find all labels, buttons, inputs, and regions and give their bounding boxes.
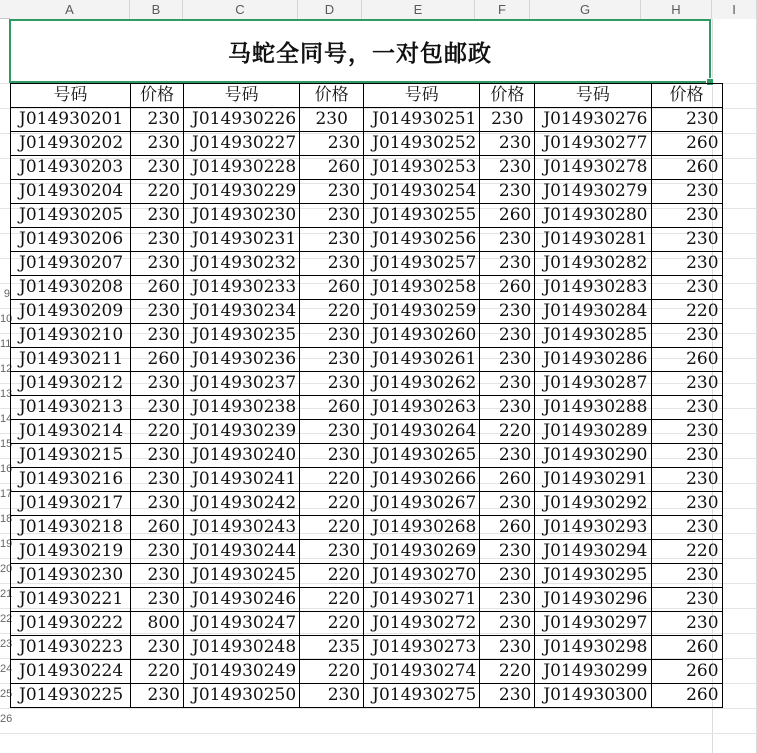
number-cell[interactable]: J014930233 [184, 276, 300, 300]
price-cell[interactable]: 230 [131, 252, 184, 276]
price-cell[interactable]: 230 [131, 636, 184, 660]
price-cell[interactable]: 260 [651, 660, 722, 684]
number-cell[interactable]: J014930237 [184, 372, 300, 396]
row-number[interactable]: 16 [0, 463, 13, 475]
table-row [11, 132, 723, 156]
price-cell[interactable]: 230 [131, 396, 184, 420]
row-number[interactable]: 12 [0, 363, 13, 375]
price-cell[interactable]: 220 [131, 420, 184, 444]
price-cell[interactable]: 230 [480, 324, 535, 348]
number-cell[interactable]: J014930296 [535, 588, 651, 612]
price-cell[interactable]: 230 [300, 204, 364, 228]
price-cell[interactable]: 230 [651, 492, 722, 516]
price-cell[interactable]: 230 [131, 228, 184, 252]
price-cell[interactable]: 230 [300, 348, 364, 372]
price-cell[interactable]: 260 [300, 156, 364, 180]
price-cell[interactable]: 260 [651, 132, 722, 156]
number-cell[interactable]: J014930246 [184, 588, 300, 612]
table-row [11, 684, 723, 708]
price-cell[interactable]: 260 [480, 468, 535, 492]
column-header-d[interactable]: D [298, 0, 362, 19]
number-cell[interactable]: J014930238 [184, 396, 300, 420]
price-cell[interactable]: 230 [131, 372, 184, 396]
price-cell[interactable]: 260 [300, 276, 364, 300]
number-cell[interactable]: J014930283 [535, 276, 651, 300]
column-header-h[interactable]: H [641, 0, 712, 19]
price-cell[interactable]: 220 [651, 300, 722, 324]
price-cell[interactable]: 230 [480, 612, 535, 636]
price-cell[interactable]: 220 [300, 588, 364, 612]
price-cell[interactable]: 260 [131, 348, 184, 372]
table-row [11, 660, 723, 684]
price-cell[interactable]: 230 [651, 276, 722, 300]
price-cell[interactable]: 230 [300, 324, 364, 348]
number-cell[interactable]: J014930260 [364, 324, 480, 348]
price-cell[interactable]: 230 [651, 108, 722, 132]
row-number[interactable]: 14 [0, 413, 13, 425]
header-price-cell[interactable]: 价格 [131, 84, 184, 108]
column-header-g[interactable]: G [530, 0, 641, 19]
number-cell[interactable]: J014930230 [11, 564, 131, 588]
number-cell[interactable]: J014930294 [535, 540, 651, 564]
price-cell[interactable]: 230 [480, 180, 535, 204]
number-cell[interactable]: J014930204 [11, 180, 131, 204]
number-cell[interactable]: J014930265 [364, 444, 480, 468]
price-cell[interactable]: 230 [300, 372, 364, 396]
number-cell[interactable]: J014930291 [535, 468, 651, 492]
price-cell[interactable]: 230 [131, 540, 184, 564]
number-cell[interactable]: J014930279 [535, 180, 651, 204]
number-cell[interactable]: J014930247 [184, 612, 300, 636]
number-cell[interactable]: J014930264 [364, 420, 480, 444]
price-cell[interactable]: 230 [300, 180, 364, 204]
table-row [11, 636, 723, 660]
price-cell[interactable]: 230 [651, 180, 722, 204]
number-cell[interactable]: J014930245 [184, 564, 300, 588]
price-cell[interactable]: 220 [480, 420, 535, 444]
column-header-a[interactable]: A [10, 0, 130, 19]
price-cell[interactable]: 230 [131, 324, 184, 348]
price-cell[interactable]: 230 [131, 300, 184, 324]
price-cell[interactable]: 230 [651, 444, 722, 468]
price-cell[interactable]: 260 [131, 516, 184, 540]
title-text: 马蛇全同号，一对包邮政 [228, 39, 492, 67]
number-cell[interactable]: J014930253 [364, 156, 480, 180]
price-cell[interactable]: 230 [480, 300, 535, 324]
price-cell[interactable]: 230 [480, 132, 535, 156]
price-cell[interactable]: 230 [300, 420, 364, 444]
number-cell[interactable]: J014930212 [11, 372, 131, 396]
number-cell[interactable]: J014930236 [184, 348, 300, 372]
number-cell[interactable]: J014930292 [535, 492, 651, 516]
number-cell[interactable]: J014930295 [535, 564, 651, 588]
table-row [11, 228, 723, 252]
price-cell[interactable]: 230 [480, 684, 535, 708]
price-cell[interactable]: 230 [480, 492, 535, 516]
price-cell[interactable]: 260 [651, 684, 722, 708]
price-cell[interactable]: 800 [131, 612, 184, 636]
number-cell[interactable]: J014930205 [11, 204, 131, 228]
number-cell[interactable]: J014930211 [11, 348, 131, 372]
number-cell[interactable]: J014930231 [184, 228, 300, 252]
number-cell[interactable]: J014930298 [535, 636, 651, 660]
price-cell[interactable]: 230 [131, 156, 184, 180]
price-cell[interactable]: 220 [300, 516, 364, 540]
price-cell[interactable]: 230 [131, 684, 184, 708]
price-cell[interactable]: 260 [651, 156, 722, 180]
table-row [11, 564, 723, 588]
number-cell[interactable]: J014930252 [364, 132, 480, 156]
number-cell[interactable]: J014930248 [184, 636, 300, 660]
number-cell[interactable]: J014930213 [11, 396, 131, 420]
number-cell[interactable]: J014930222 [11, 612, 131, 636]
table-row [11, 180, 723, 204]
price-cell[interactable]: 220 [131, 660, 184, 684]
number-cell[interactable]: J014930249 [184, 660, 300, 684]
table-row [11, 420, 723, 444]
number-cell[interactable]: J014930254 [364, 180, 480, 204]
number-cell[interactable]: J014930282 [535, 252, 651, 276]
price-cell[interactable]: 230 [651, 516, 722, 540]
number-cell[interactable]: J014930284 [535, 300, 651, 324]
number-cell[interactable]: J014930272 [364, 612, 480, 636]
number-cell[interactable]: J014930208 [11, 276, 131, 300]
number-cell[interactable]: J014930271 [364, 588, 480, 612]
price-cell[interactable]: 230 [651, 252, 722, 276]
price-cell[interactable]: 230 [131, 204, 184, 228]
price-cell[interactable]: 230 [480, 564, 535, 588]
price-cell[interactable]: 230 [651, 396, 722, 420]
number-cell[interactable]: J014930273 [364, 636, 480, 660]
price-cell[interactable]: 230 [480, 108, 535, 132]
price-cell[interactable]: 230 [651, 372, 722, 396]
number-cell[interactable]: J014930210 [11, 324, 131, 348]
price-cell[interactable]: 230 [480, 228, 535, 252]
number-cell[interactable]: J014930216 [11, 468, 131, 492]
gridline [0, 733, 757, 734]
price-cell[interactable]: 260 [651, 348, 722, 372]
price-cell[interactable]: 220 [300, 492, 364, 516]
price-cell[interactable]: 235 [300, 636, 364, 660]
number-cell[interactable]: J014930219 [11, 540, 131, 564]
price-cell[interactable]: 220 [480, 660, 535, 684]
header-price-cell[interactable]: 价格 [300, 84, 364, 108]
header-number-cell[interactable]: 号码 [364, 84, 480, 108]
number-cell[interactable]: J014930267 [364, 492, 480, 516]
number-cell[interactable]: J014930223 [11, 636, 131, 660]
table-row [11, 540, 723, 564]
row-number[interactable]: 26 [0, 713, 13, 725]
number-cell[interactable]: J014930228 [184, 156, 300, 180]
table-row [11, 324, 723, 348]
row-number[interactable]: 24 [0, 663, 13, 675]
number-cell[interactable]: J014930206 [11, 228, 131, 252]
number-cell[interactable]: J014930242 [184, 492, 300, 516]
number-cell[interactable]: J014930227 [184, 132, 300, 156]
number-cell[interactable]: J014930262 [364, 372, 480, 396]
price-cell[interactable]: 230 [480, 540, 535, 564]
number-cell[interactable]: J014930221 [11, 588, 131, 612]
row-number[interactable]: 20 [0, 563, 13, 575]
price-cell[interactable]: 230 [651, 564, 722, 588]
number-cell[interactable]: J014930251 [364, 108, 480, 132]
number-cell[interactable]: J014930230 [184, 204, 300, 228]
number-cell[interactable]: J014930240 [184, 444, 300, 468]
price-cell[interactable]: 230 [300, 132, 364, 156]
number-cell[interactable]: J014930209 [11, 300, 131, 324]
price-cell[interactable]: 230 [300, 684, 364, 708]
number-cell[interactable]: J014930257 [364, 252, 480, 276]
row-number[interactable]: 21 [0, 588, 13, 600]
price-cell[interactable]: 230 [480, 588, 535, 612]
price-cell[interactable]: 220 [300, 564, 364, 588]
row-number[interactable]: 11 [0, 338, 12, 350]
number-cell[interactable]: J014930287 [535, 372, 651, 396]
table-header-row [11, 84, 723, 108]
number-cell[interactable]: J014930241 [184, 468, 300, 492]
number-cell[interactable]: J014930201 [11, 108, 131, 132]
number-cell[interactable]: J014930285 [535, 324, 651, 348]
row-number[interactable]: 22 [0, 613, 13, 625]
header-number-cell[interactable]: 号码 [535, 84, 651, 108]
number-cell[interactable]: J014930224 [11, 660, 131, 684]
number-cell[interactable]: J014930225 [11, 684, 131, 708]
table-row [11, 468, 723, 492]
number-cell[interactable]: J014930268 [364, 516, 480, 540]
price-cell[interactable]: 230 [300, 540, 364, 564]
number-cell[interactable]: J014930259 [364, 300, 480, 324]
price-cell[interactable]: 230 [651, 324, 722, 348]
price-cell[interactable]: 230 [300, 444, 364, 468]
table-row [11, 252, 723, 276]
price-cell[interactable]: 230 [651, 612, 722, 636]
price-cell[interactable]: 230 [651, 420, 722, 444]
table-row [11, 396, 723, 420]
number-cell[interactable]: J014930300 [535, 684, 651, 708]
number-cell[interactable]: J014930243 [184, 516, 300, 540]
number-cell[interactable]: J014930214 [11, 420, 131, 444]
price-cell[interactable]: 220 [300, 612, 364, 636]
number-cell[interactable]: J014930270 [364, 564, 480, 588]
table-row [11, 516, 723, 540]
number-cell[interactable]: J014930290 [535, 444, 651, 468]
number-cell[interactable]: J014930234 [184, 300, 300, 324]
row-number[interactable]: 25 [0, 688, 13, 700]
price-cell[interactable]: 230 [480, 252, 535, 276]
table-row [11, 348, 723, 372]
price-cell[interactable]: 230 [131, 588, 184, 612]
table-row [11, 156, 723, 180]
number-cell[interactable]: J014930266 [364, 468, 480, 492]
price-cell[interactable]: 230 [300, 108, 364, 132]
price-cell[interactable]: 220 [131, 180, 184, 204]
price-cell[interactable]: 230 [131, 132, 184, 156]
price-cell[interactable]: 220 [300, 660, 364, 684]
row-number[interactable]: 15 [0, 438, 13, 450]
table-row [11, 612, 723, 636]
price-cell[interactable]: 260 [651, 636, 722, 660]
price-cell[interactable]: 230 [651, 204, 722, 228]
price-cell[interactable]: 220 [300, 468, 364, 492]
row-number[interactable]: 9 [3, 288, 10, 300]
number-cell[interactable]: J014930207 [11, 252, 131, 276]
number-cell[interactable]: J014930250 [184, 684, 300, 708]
row-number[interactable]: 10 [0, 313, 13, 325]
header-price-cell[interactable]: 价格 [651, 84, 722, 108]
number-cell[interactable]: J014930269 [364, 540, 480, 564]
number-cell[interactable]: J014930244 [184, 540, 300, 564]
row-number[interactable]: 17 [0, 488, 13, 500]
price-cell[interactable]: 230 [300, 252, 364, 276]
header-price-cell[interactable]: 价格 [480, 84, 535, 108]
number-cell[interactable]: J014930226 [184, 108, 300, 132]
price-cell[interactable]: 260 [480, 276, 535, 300]
column-header-c[interactable]: C [183, 0, 298, 19]
header-number-cell[interactable]: 号码 [184, 84, 300, 108]
number-cell[interactable]: J014930286 [535, 348, 651, 372]
number-cell[interactable]: J014930297 [535, 612, 651, 636]
price-cell[interactable]: 230 [651, 468, 722, 492]
price-cell[interactable]: 260 [131, 276, 184, 300]
column-header-f[interactable]: F [475, 0, 530, 19]
number-cell[interactable]: J014930239 [184, 420, 300, 444]
number-cell[interactable]: J014930289 [535, 420, 651, 444]
row-number[interactable]: 23 [0, 638, 13, 650]
number-cell[interactable]: J014930203 [11, 156, 131, 180]
price-cell[interactable]: 230 [480, 396, 535, 420]
number-cell[interactable]: J014930278 [535, 156, 651, 180]
price-cell[interactable]: 230 [131, 468, 184, 492]
number-cell[interactable]: J014930263 [364, 396, 480, 420]
price-cell[interactable]: 220 [300, 300, 364, 324]
table-row [11, 588, 723, 612]
number-cell[interactable]: J014930288 [535, 396, 651, 420]
number-cell[interactable]: J014930229 [184, 180, 300, 204]
table-row [11, 300, 723, 324]
price-cell[interactable]: 260 [480, 516, 535, 540]
number-cell[interactable]: J014930217 [11, 492, 131, 516]
table-row [11, 108, 723, 132]
price-cell[interactable]: 230 [480, 348, 535, 372]
gridline [0, 708, 757, 709]
number-price-table [10, 83, 723, 708]
price-cell[interactable]: 230 [131, 108, 184, 132]
column-header-b[interactable]: B [130, 0, 183, 19]
number-cell[interactable]: J014930256 [364, 228, 480, 252]
price-cell[interactable]: 230 [131, 564, 184, 588]
table-row [11, 444, 723, 468]
price-cell[interactable]: 230 [480, 156, 535, 180]
number-cell[interactable]: J014930281 [535, 228, 651, 252]
number-cell[interactable]: J014930255 [364, 204, 480, 228]
number-cell[interactable]: J014930299 [535, 660, 651, 684]
number-cell[interactable]: J014930215 [11, 444, 131, 468]
price-cell[interactable]: 230 [131, 444, 184, 468]
price-cell[interactable]: 230 [651, 588, 722, 612]
number-cell[interactable]: J014930232 [184, 252, 300, 276]
price-cell[interactable]: 220 [651, 540, 722, 564]
row-number[interactable]: 19 [0, 538, 13, 550]
number-cell[interactable]: J014930235 [184, 324, 300, 348]
table-row [11, 492, 723, 516]
price-cell[interactable]: 230 [131, 492, 184, 516]
table-row [11, 276, 723, 300]
number-cell[interactable]: J014930277 [535, 132, 651, 156]
table-row [11, 204, 723, 228]
row-number[interactable]: 13 [0, 388, 13, 400]
title-cell[interactable] [9, 19, 711, 83]
column-header-e[interactable]: E [362, 0, 475, 19]
column-header-i[interactable]: I [712, 0, 757, 19]
number-cell[interactable]: J014930258 [364, 276, 480, 300]
row-number[interactable]: 18 [0, 513, 13, 525]
price-cell[interactable]: 230 [480, 636, 535, 660]
table-row [11, 372, 723, 396]
number-cell[interactable]: J014930275 [364, 684, 480, 708]
header-number-cell[interactable]: 号码 [11, 84, 131, 108]
number-cell[interactable]: J014930261 [364, 348, 480, 372]
price-cell[interactable]: 230 [300, 228, 364, 252]
number-cell[interactable]: J014930274 [364, 660, 480, 684]
number-cell[interactable]: J014930202 [11, 132, 131, 156]
price-cell[interactable]: 260 [300, 396, 364, 420]
number-cell[interactable]: J014930280 [535, 204, 651, 228]
price-cell[interactable]: 230 [651, 228, 722, 252]
price-cell[interactable]: 230 [480, 372, 535, 396]
number-cell[interactable]: J014930276 [535, 108, 651, 132]
price-cell[interactable]: 260 [480, 204, 535, 228]
price-cell[interactable]: 230 [480, 444, 535, 468]
number-cell[interactable]: J014930293 [535, 516, 651, 540]
number-cell[interactable]: J014930218 [11, 516, 131, 540]
